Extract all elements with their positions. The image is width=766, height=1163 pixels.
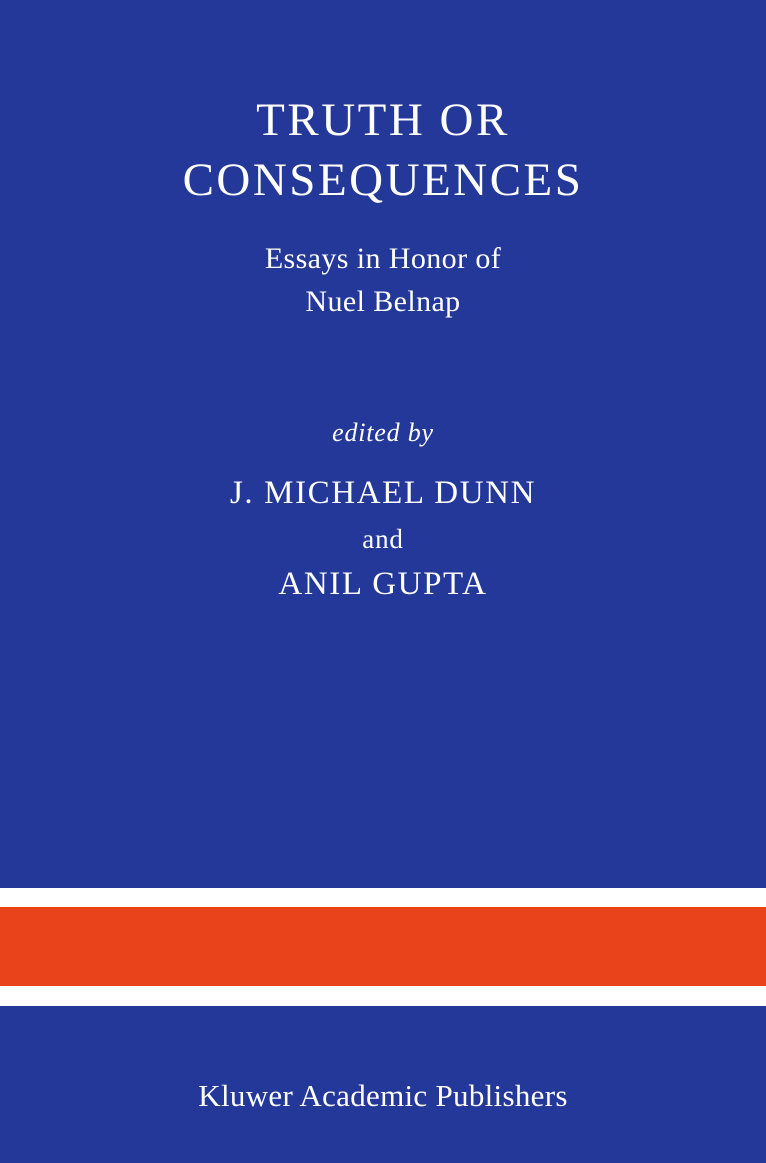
book-title-line-2: CONSEQUENCES	[182, 154, 584, 207]
editor-name-second: ANIL GUPTA	[278, 566, 488, 603]
stripe-white-top	[0, 888, 766, 907]
editor-conjunction: and	[362, 523, 404, 554]
book-editors	[0, 418, 766, 609]
cover-bottom-panel	[0, 1006, 766, 1163]
publisher-name: Kluwer Academic Publishers	[198, 1078, 568, 1113]
stripe-white-bottom	[0, 986, 766, 1006]
book-title-line-1: TRUTH OR	[256, 94, 510, 146]
book-subtitle-line-1: Essays in Honor of	[264, 242, 502, 275]
book-subtitle	[0, 238, 766, 323]
edited-by-label: edited by	[332, 418, 434, 447]
book-title	[0, 90, 766, 210]
editor-name-first: J. MICHAEL DUNN	[229, 475, 536, 511]
book-subtitle-line-2: Nuel Belnap	[305, 284, 461, 318]
stripe-accent-orange	[0, 907, 766, 986]
